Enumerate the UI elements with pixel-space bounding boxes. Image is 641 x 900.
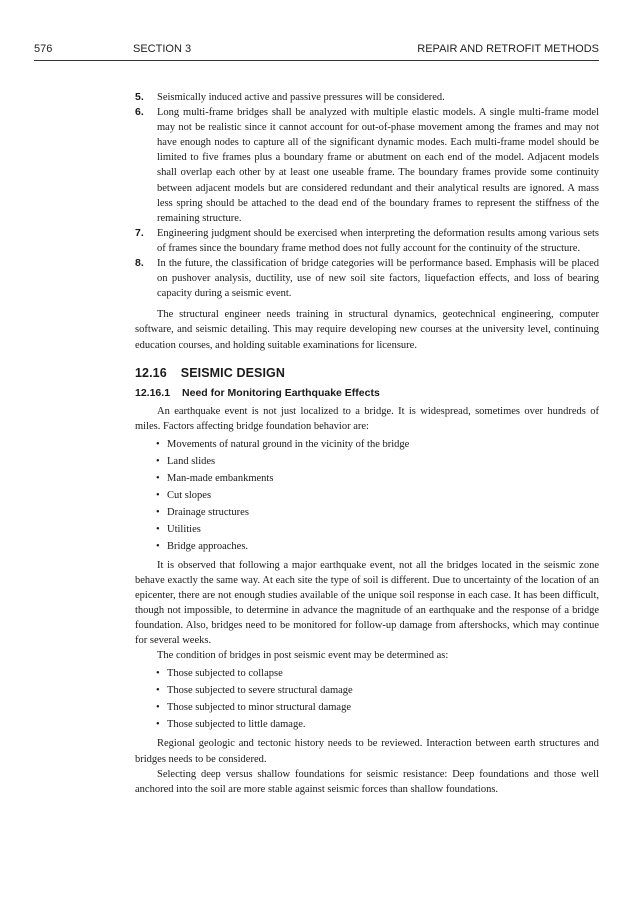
list-item: • Utilities	[167, 521, 599, 538]
list-item: • Bridge approaches.	[167, 538, 599, 555]
list-item: • Man-made embankments	[167, 470, 599, 487]
conditions-list	[135, 665, 599, 733]
item-number: 5.	[135, 91, 144, 103]
list-item: • Drainage structures	[167, 504, 599, 521]
subsection-number: 12.16.1	[135, 386, 171, 399]
list-item: • Those subjected to severe structural damage	[167, 682, 599, 699]
list-item: • Those subjected to little damage.	[167, 716, 599, 733]
numbered-list	[135, 90, 599, 301]
paragraph-selecting: Selecting deep versus shallow foundations for seismic resistance: Deep foundations and those well anchored into the soil are more stable against seismic forces than shallow foundations.	[135, 768, 599, 795]
page-number: 576	[34, 43, 53, 55]
item-text: In the future, the classification of bridge categories will be performance based. Emphasis will be placed on pushover analysis, ductility, use of new soil site factors, liquefaction effects, and loss of bearing capacity during a seismic event.	[157, 258, 599, 300]
list-item: • Cut slopes	[167, 487, 599, 504]
paragraph-event: An earthquake event is not just localized to a bridge. It is widespread, sometimes over hundreds of miles. Factors affecting bridge foundation behavior are:	[135, 405, 599, 432]
list-item	[135, 226, 599, 256]
item-number: 6.	[135, 106, 144, 119]
header-divider	[34, 60, 599, 61]
list-item	[135, 105, 599, 226]
paragraph-training: The structural engineer needs training in structural dynamics, geotechnical engineering, computer software, and seismic detailing. This may require developing new courses at the university level, continuing education courses, and holding suitable examinations for licensure.	[135, 309, 599, 351]
subsection-heading	[135, 385, 599, 401]
paragraph-observed: It is observed that following a major earthquake event, not all the bridges located in the seismic zone behave exactly the same way. At each site the type of soil is different. Due to uncertainty of the location of an epicenter, there are not enough studies available of the unique soil response in each case. It has been difficult, though not impossible, to determine in advance the magnitude of an earthquake and the response of a bridge foundation. Also, bridges need to be monitored for follow-up damage from aftershocks, which may continue for several weeks.	[135, 559, 599, 647]
list-item: • Those subjected to minor structural damage	[167, 699, 599, 716]
factors-list	[135, 436, 599, 555]
item-number: 7.	[135, 226, 144, 239]
subsection-title: Need for Monitoring Earthquake Effects	[182, 386, 380, 399]
section-title: SEISMIC DESIGN	[180, 365, 285, 380]
paragraph-regional: Regional geologic and tectonic history needs to be reviewed. Interaction between earth structures and bridges needs to be considered.	[135, 738, 599, 765]
item-text: Long multi-frame bridges shall be analyzed with multiple elastic models. A single multi-frame model may not be realistic since it cannot account for out-of-phase movement among the frames and may not have enough nodes to capture all of the significant dynamic modes. Each multi-frame model should be limited to five frames plus a boundary frame or abutment on each end of the model. Adjacent models shall overlap each other by at least one useable frame. The boundary frames provide some continuity between adjacent models but are considered redundant and their analytical results are ignored. A mass less spring should be attached to the dead end of the boundary frames to represent the stiffness of the remaining structure.	[157, 107, 599, 224]
header-section-label: SECTION 3	[133, 43, 192, 55]
header-chapter-title: REPAIR AND RETROFIT METHODS	[417, 43, 599, 55]
page-body	[135, 90, 599, 797]
list-item	[135, 256, 599, 301]
section-number: 12.16	[135, 365, 167, 380]
paragraph-condition: The condition of bridges in post seismic event may be determined as:	[157, 650, 449, 662]
section-heading	[135, 363, 599, 383]
item-text: Seismically induced active and passive pressures will be considered.	[157, 92, 445, 103]
list-item: • Movements of natural ground in the vicinity of the bridge	[167, 436, 599, 453]
item-text: Engineering judgment should be exercised when interpreting the deformation results among various sets of frames since the boundary frame method does not fully account for the continuity of the structure.	[157, 227, 599, 254]
list-item	[135, 90, 599, 105]
item-number: 8.	[135, 257, 144, 270]
list-item: • Land slides	[167, 453, 599, 470]
list-item: • Those subjected to collapse	[167, 665, 599, 682]
running-header	[34, 43, 599, 57]
